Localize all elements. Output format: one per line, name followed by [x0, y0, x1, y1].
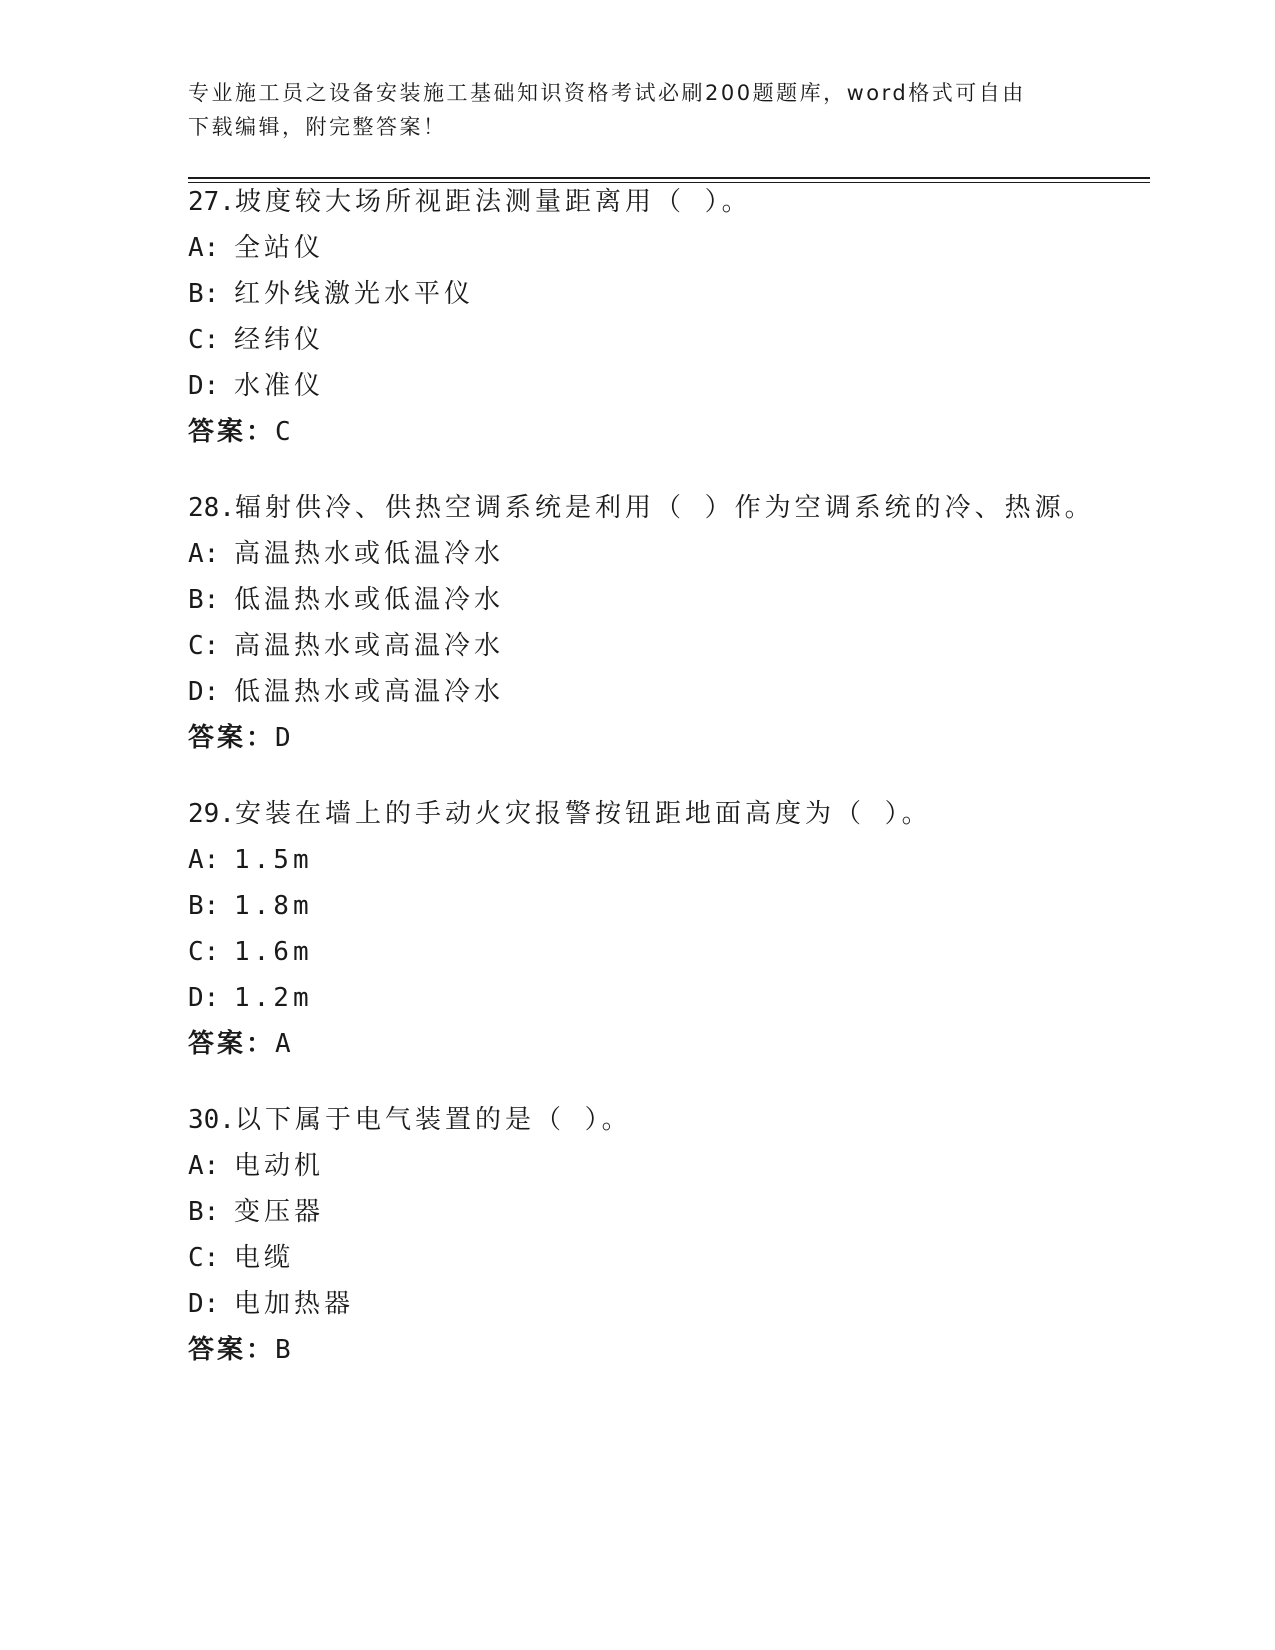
option-text: 红外线激光水平仪	[234, 279, 475, 309]
option-text: 低温热水或低温冷水	[234, 585, 505, 615]
option-c	[188, 929, 1148, 975]
answer-line	[188, 409, 1148, 455]
option-letter: A:	[188, 539, 220, 569]
option-text: 水准仪	[234, 371, 325, 401]
option-letter: B:	[188, 279, 220, 309]
option-text: 变压器	[234, 1197, 325, 1227]
option-b	[188, 271, 1148, 317]
option-text: 高温热水或高温冷水	[234, 631, 505, 661]
answer-label: 答案：	[188, 417, 276, 447]
question-27	[188, 179, 1148, 455]
header-line-1: 专业施工员之设备安装施工基础知识资格考试必刷200题题库，word格式可自由	[188, 81, 1026, 105]
answer-value: B	[275, 1335, 292, 1365]
option-text: 电加热器	[234, 1289, 355, 1319]
option-d	[188, 1281, 1148, 1327]
option-letter: B:	[188, 585, 220, 615]
question-30	[188, 1097, 1148, 1373]
option-letter: D:	[188, 1289, 220, 1319]
question-number: 28.	[188, 493, 235, 523]
question-stem	[188, 1097, 1148, 1143]
answer-line	[188, 715, 1148, 761]
option-text: 低温热水或高温冷水	[234, 677, 505, 707]
answer-label: 答案：	[188, 1029, 276, 1059]
answer-label: 答案：	[188, 1335, 276, 1365]
option-text: 全站仪	[234, 233, 325, 263]
option-text: 1.8m	[234, 891, 313, 921]
option-letter: B:	[188, 891, 220, 921]
option-letter: C:	[188, 937, 220, 967]
option-letter: A:	[188, 233, 220, 263]
question-stem	[188, 791, 1148, 837]
question-number: 30.	[188, 1105, 235, 1135]
answer-line	[188, 1021, 1148, 1067]
option-c	[188, 1235, 1148, 1281]
answer-value: A	[275, 1029, 292, 1059]
option-letter: C:	[188, 631, 220, 661]
option-letter: D:	[188, 371, 220, 401]
option-letter: A:	[188, 845, 220, 875]
header-line-2: 下载编辑，附完整答案！	[188, 115, 447, 139]
answer-value: D	[275, 723, 292, 753]
option-letter: C:	[188, 325, 220, 355]
option-letter: A:	[188, 1151, 220, 1181]
question-text: 安装在墙上的手动火灾报警按钮距地面高度为（ ）。	[234, 799, 932, 829]
option-letter: C:	[188, 1243, 220, 1273]
option-letter: D:	[188, 983, 220, 1013]
option-text: 1.5m	[234, 845, 313, 875]
option-text: 高温热水或低温冷水	[234, 539, 505, 569]
answer-label: 答案：	[188, 723, 276, 753]
question-stem	[188, 179, 1148, 225]
answer-value: C	[275, 417, 292, 447]
option-d	[188, 669, 1148, 715]
question-text: 辐射供冷、供热空调系统是利用（ ）作为空调系统的冷、热源。	[234, 493, 1095, 523]
option-b	[188, 577, 1148, 623]
question-number: 27.	[188, 187, 235, 217]
document-header	[188, 76, 1088, 144]
option-a	[188, 837, 1148, 883]
option-letter: D:	[188, 677, 220, 707]
question-text: 以下属于电气装置的是（ ）。	[234, 1105, 632, 1135]
option-text: 1.2m	[234, 983, 313, 1013]
option-a	[188, 1143, 1148, 1189]
option-b	[188, 1189, 1148, 1235]
question-number: 29.	[188, 799, 235, 829]
option-text: 电缆	[234, 1243, 295, 1273]
question-29	[188, 791, 1148, 1067]
option-c	[188, 623, 1148, 669]
option-letter: B:	[188, 1197, 220, 1227]
option-b	[188, 883, 1148, 929]
answer-line	[188, 1327, 1148, 1373]
option-a	[188, 225, 1148, 271]
question-text: 坡度较大场所视距法测量距离用（ ）。	[234, 187, 752, 217]
option-text: 经纬仪	[234, 325, 325, 355]
option-text: 电动机	[234, 1151, 325, 1181]
question-stem	[188, 485, 1148, 531]
option-c	[188, 317, 1148, 363]
option-a	[188, 531, 1148, 577]
option-d	[188, 975, 1148, 1021]
option-text: 1.6m	[234, 937, 313, 967]
question-28	[188, 485, 1148, 761]
option-d	[188, 363, 1148, 409]
